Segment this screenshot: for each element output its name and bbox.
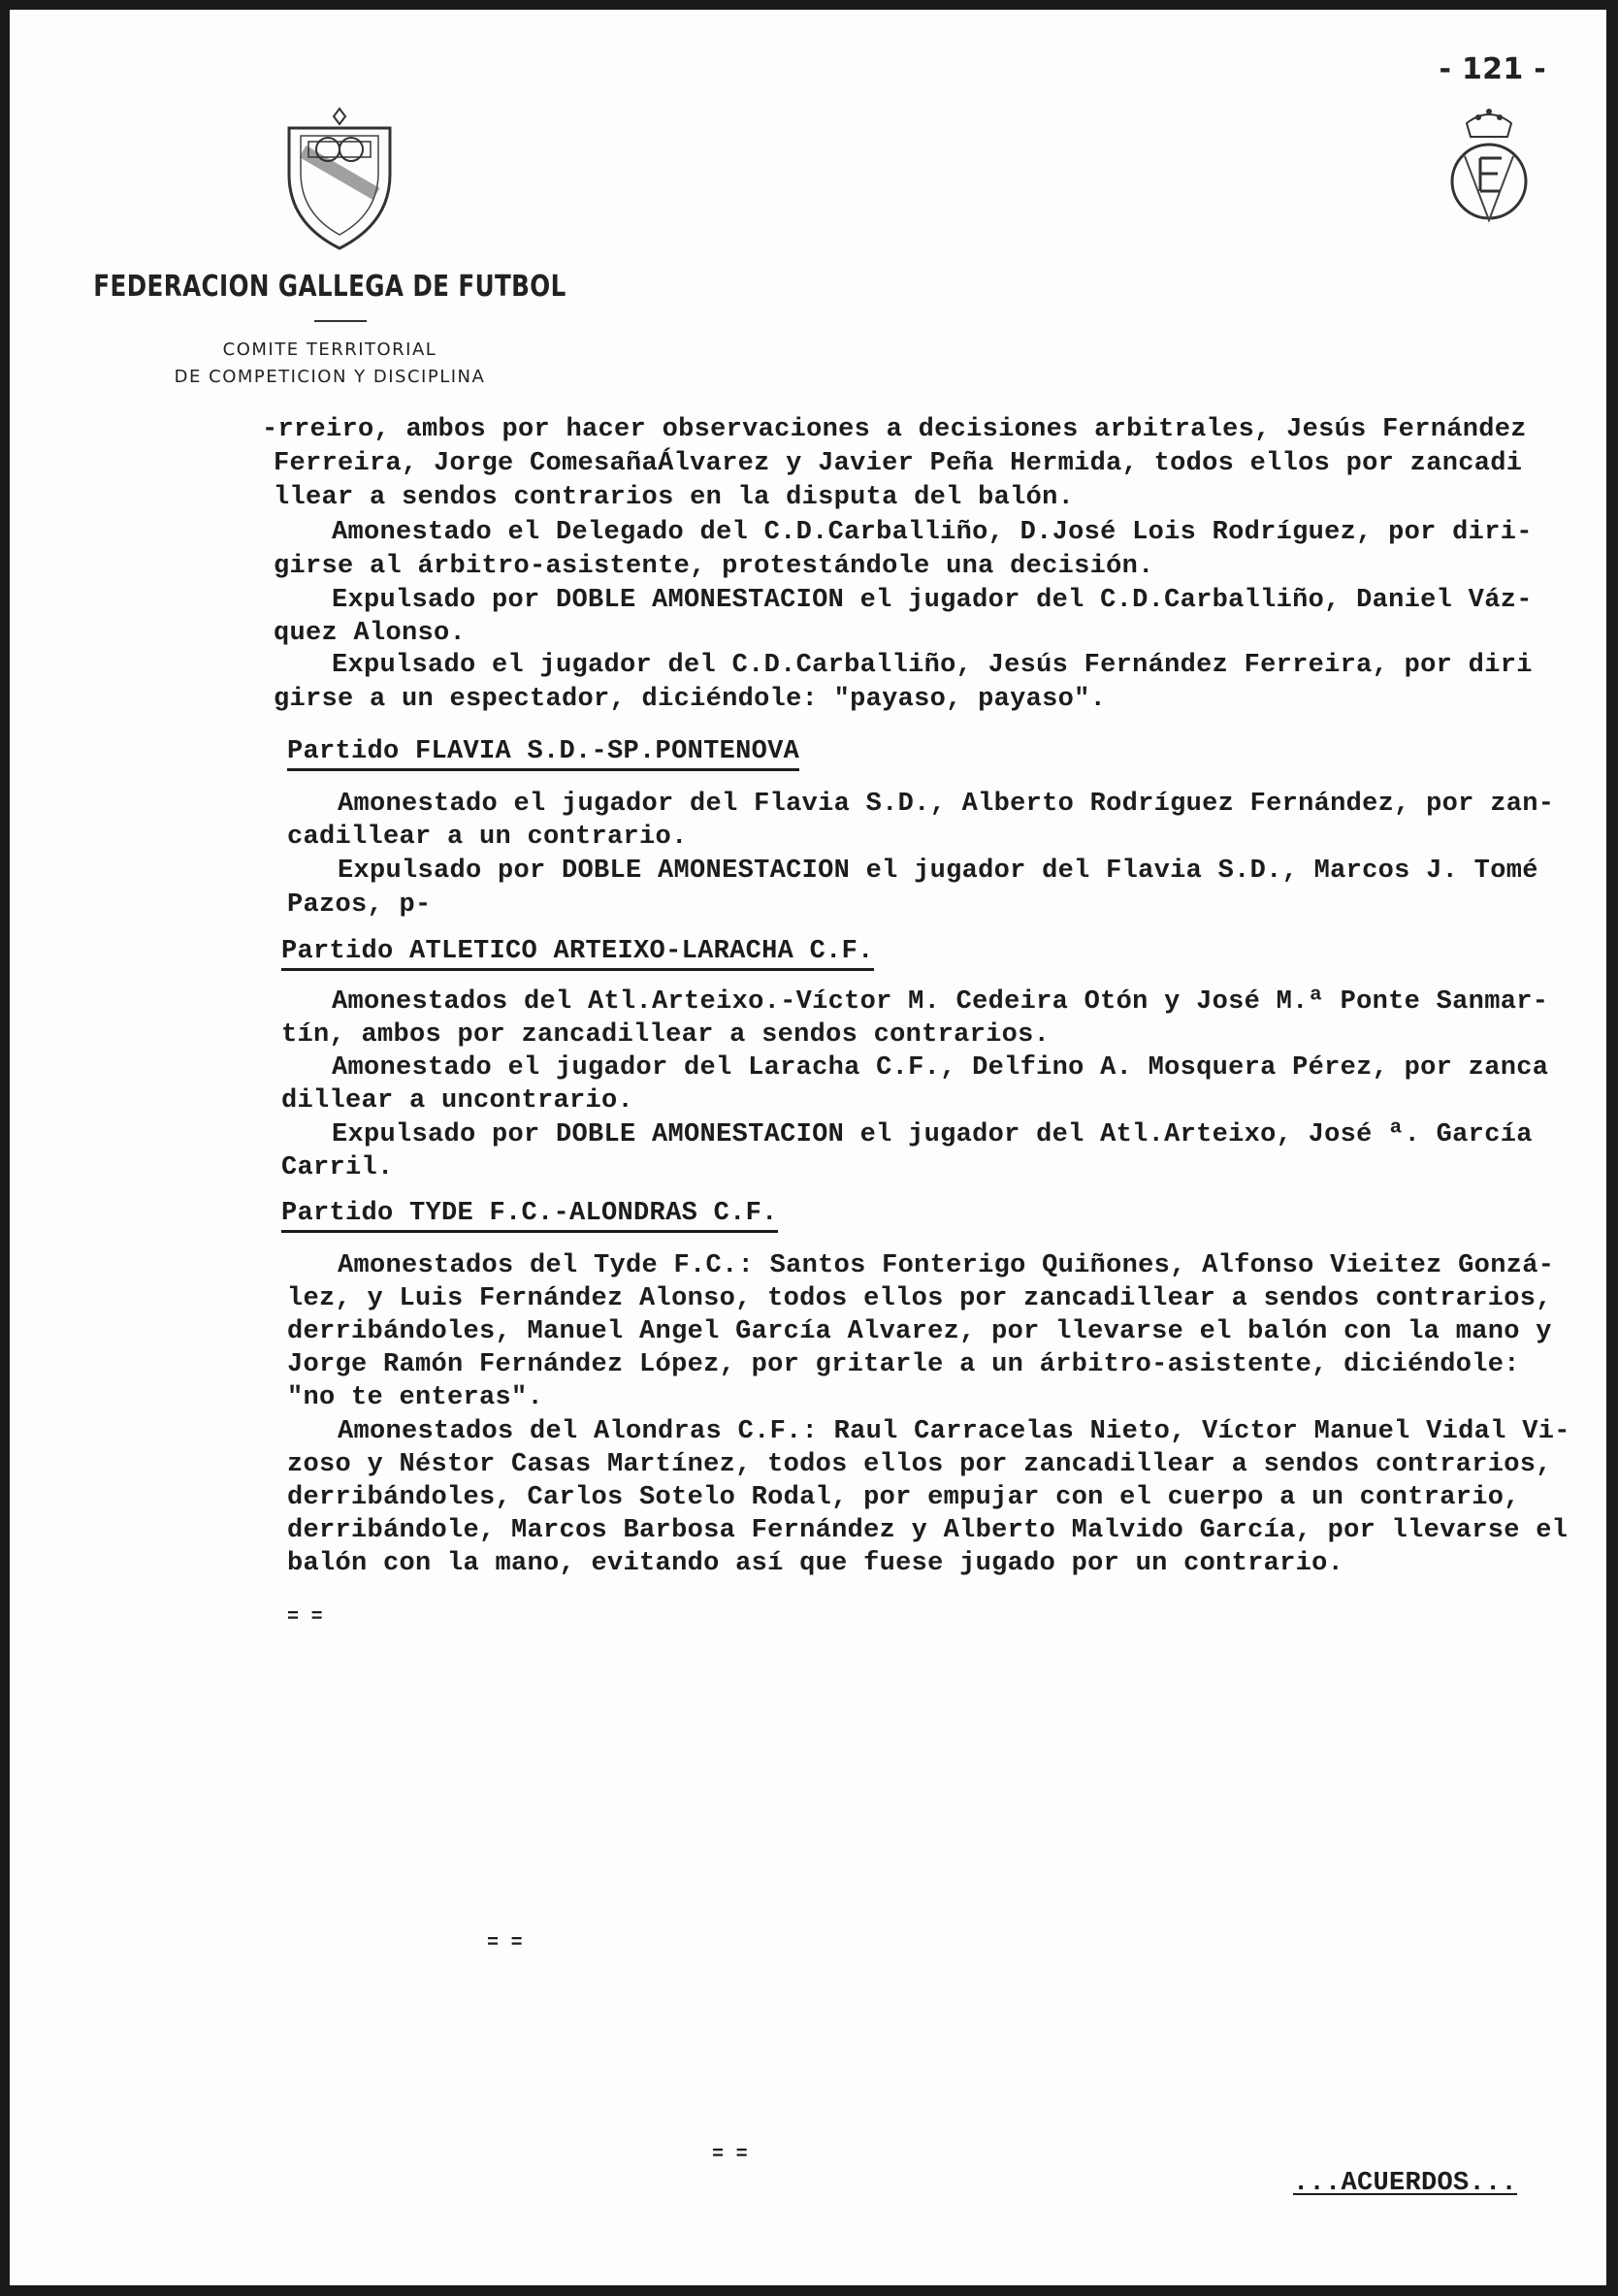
section3-line-4: Jorge Ramón Fernández López, por gritarle a un árbitro-asistente, diciéndole: [287,1350,1520,1379]
section3-line-1: Amonestados del Tyde F.C.: Santos Fonterigo Quiñones, Alfonso Vieitez Gonzá- [338,1251,1555,1280]
section2-line-3: Amonestado el jugador del Laracha C.F., Delfino A. Mosquera Pérez, por zanca [332,1053,1549,1083]
intro-line-8: Expulsado el jugador del C.D.Carballiño, Jesús Fernández Ferreira, por diri [332,651,1533,680]
section1-line-2: cadillear a un contrario. [287,823,688,852]
continuation-text: ...ACUERDOS... [1292,2169,1517,2198]
organization-name: FEDERACION GALLEGA DE FUTBOL [93,270,566,304]
separator-2: = = [487,1932,523,1955]
section-heading-flavia-pontenova: Partido FLAVIA S.D.-SP.PONTENOVA [287,737,799,771]
section1-line-3: Expulsado por DOBLE AMONESTACION el jugador del Flavia S.D., Marcos J. Tomé [338,857,1538,886]
letterhead-divider [314,320,367,322]
intro-line-9: girse a un espectador, diciéndole: "payaso, payaso". [274,685,1107,714]
section-heading-tyde-alondras: Partido TYDE F.C.-ALONDRAS C.F. [281,1199,778,1233]
intro-line-5: girse al árbitro-asistente, protestándole una decisión. [274,552,1154,581]
section3-line-9: derribándole, Marcos Barbosa Fernández y Alberto Malvido García, por llevarse el [287,1516,1569,1545]
section3-line-7: zoso y Néstor Casas Martínez, todos ellos por zancadillear a sendos contrarios, [287,1450,1552,1479]
section3-line-2: lez, y Luis Fernández Alonso, todos ellos por zancadillear a sendos contrarios, [287,1284,1552,1313]
section2-line-4: dillear a uncontrario. [281,1086,634,1116]
document-page [10,10,1606,2285]
section-heading-arteixo-laracha: Partido ATLETICO ARTEIXO-LARACHA C.F. [281,937,874,971]
galician-federation-crest-icon [281,107,398,252]
section2-line-5: Expulsado por DOBLE AMONESTACION el jugador del Atl.Arteixo, José ª. García [332,1120,1533,1149]
section1-line-1: Amonestado el jugador del Flavia S.D., Alberto Rodríguez Fernández, por zan- [338,790,1555,819]
section3-line-5: "no te enteras". [287,1383,544,1412]
page-number: - 121 - [1439,52,1546,86]
committee-line-2: DE COMPETICION Y DISCIPLINA [174,367,486,387]
intro-line-2: Ferreira, Jorge ComesañaÁlvarez y Javier Peña Hermida, todos ellos por zancadi [274,449,1523,478]
intro-line-4: Amonestado el Delegado del C.D.Carballiño, D.José Lois Rodríguez, por diri- [332,518,1533,547]
committee-line-1: COMITE TERRITORIAL [222,340,437,360]
section2-line-2: tín, ambos por zancadillear a sendos contrarios. [281,1020,1051,1050]
intro-line-3: llear a sendos contrarios en la disputa del balón. [274,483,1075,512]
continuation-footer [1293,2169,1517,2198]
intro-line-7: quez Alonso. [274,619,467,648]
section2-line-1: Amonestados del Atl.Arteixo.-Víctor M. Cedeira Otón y José M.ª Ponte Sanmar- [332,987,1549,1017]
section1-line-4: Pazos, p- [287,890,432,920]
separator-1: = = [287,1606,323,1629]
section3-line-3: derribándoles, Manuel Angel García Alvarez, por llevarse el balón con la mano y [287,1317,1552,1346]
separator-3: = = [712,2144,748,2166]
intro-line-6: Expulsado por DOBLE AMONESTACION el jugador del C.D.Carballiño, Daniel Váz- [332,586,1533,615]
intro-line-1: -rreiro, ambos por hacer observaciones a decisiones arbitrales, Jesús Fernández [262,415,1527,444]
spanish-federation-crest-icon [1445,102,1533,233]
section3-line-10: balón con la mano, evitando así que fuese jugado por un contrario. [287,1549,1344,1578]
section3-line-8: derribándoles, Carlos Sotelo Rodal, por empujar con el cuerpo a un contrario, [287,1483,1520,1512]
section3-line-6: Amonestados del Alondras C.F.: Raul Carracelas Nieto, Víctor Manuel Vidal Vi- [338,1417,1570,1446]
section2-line-6: Carril. [281,1153,394,1182]
